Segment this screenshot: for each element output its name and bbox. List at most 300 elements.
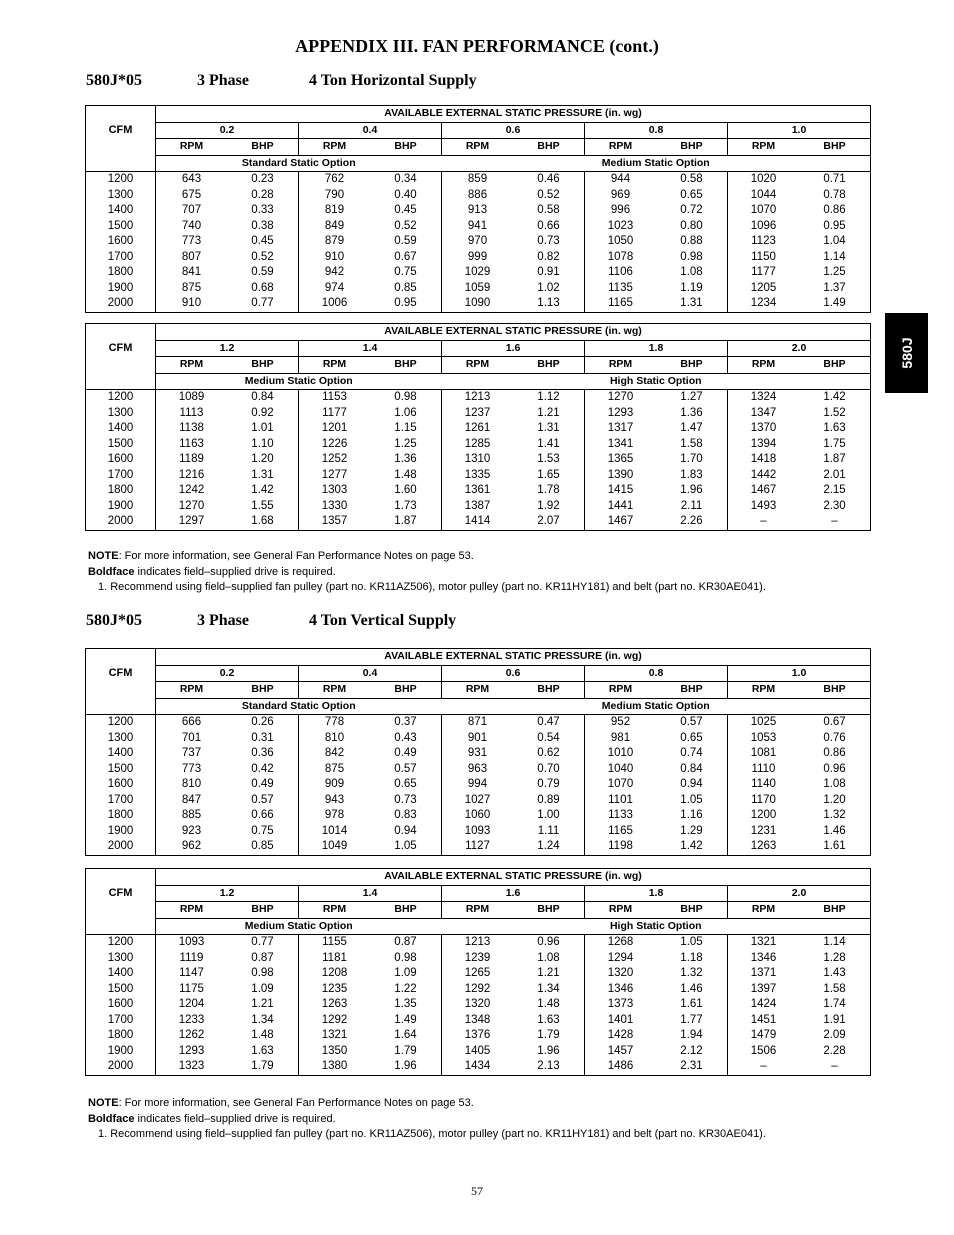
bhp-value: 0.86 bbox=[823, 747, 846, 760]
bhp-value: 0.31 bbox=[251, 731, 274, 744]
bhp-value: 1.37 bbox=[823, 281, 846, 294]
cfm-value: 1200 bbox=[86, 390, 156, 406]
rpm-value: 1441 bbox=[585, 499, 657, 515]
bhp-value: 1.21 bbox=[537, 967, 560, 980]
table-row bbox=[86, 824, 871, 840]
bhp-value: 1.32 bbox=[823, 809, 846, 822]
rpm-value: 996 bbox=[585, 203, 657, 219]
rpm-value: 773 bbox=[181, 762, 202, 775]
bhp-value: 0.73 bbox=[394, 793, 417, 806]
rpm-value: 773 bbox=[181, 235, 202, 248]
rpm-value: 963 bbox=[442, 762, 514, 778]
rpm-value: 1428 bbox=[585, 1028, 657, 1044]
rpm-value: 1365 bbox=[585, 452, 657, 468]
rpm-value: 1370 bbox=[728, 421, 800, 437]
bhp-value: 0.86 bbox=[823, 204, 846, 217]
cfm-value: 1600 bbox=[86, 234, 156, 250]
bhp-header: BHP bbox=[513, 357, 585, 374]
bhp-value: 1.46 bbox=[823, 824, 846, 837]
rpm-value: 1292 bbox=[442, 982, 514, 998]
table-row bbox=[86, 762, 871, 778]
rpm-value: 1346 bbox=[728, 951, 800, 967]
bhp-value: 1.42 bbox=[799, 390, 871, 406]
bhp-value: 0.73 bbox=[537, 235, 560, 248]
rpm-value: 879 bbox=[299, 234, 371, 250]
rpm-value: 1467 bbox=[585, 514, 657, 530]
rpm-value: 1303 bbox=[299, 483, 371, 499]
cfm-value: 1900 bbox=[86, 499, 156, 515]
rpm-value: 1310 bbox=[442, 452, 514, 468]
pressure-value: 1.4 bbox=[299, 340, 442, 357]
cfm-value: 1900 bbox=[86, 1044, 156, 1060]
static-option-label: Medium Static Option bbox=[601, 156, 710, 169]
rpm-value: 1155 bbox=[299, 935, 371, 951]
rpm-value: 952 bbox=[585, 715, 657, 731]
rpm-header: RPM bbox=[442, 902, 514, 919]
rpm-header: RPM bbox=[156, 357, 228, 374]
rpm-value: 737 bbox=[181, 747, 202, 760]
bhp-value: 0.65 bbox=[394, 778, 417, 791]
bhp-value: 1.00 bbox=[537, 809, 560, 822]
rpm-value: 1205 bbox=[728, 281, 800, 297]
notes-vertical bbox=[88, 1096, 766, 1143]
bhp-value: 1.29 bbox=[680, 824, 703, 837]
model-label: 580J*05 bbox=[86, 612, 142, 629]
bhp-value: 1.32 bbox=[680, 967, 703, 980]
bhp-value: 1.46 bbox=[680, 982, 703, 995]
bhp-value: 2.01 bbox=[823, 468, 846, 481]
bhp-value: 1.60 bbox=[394, 484, 417, 497]
rpm-value: 1096 bbox=[728, 219, 800, 235]
table-row bbox=[86, 281, 871, 297]
option-spacer bbox=[86, 155, 156, 172]
rpm-value: 1415 bbox=[585, 483, 657, 499]
table-row bbox=[86, 452, 871, 468]
table-row bbox=[86, 265, 871, 281]
bhp-value: 1.19 bbox=[680, 281, 703, 294]
rpm-value: 1317 bbox=[585, 421, 657, 437]
rpm-value: 1093 bbox=[442, 824, 514, 840]
bhp-value: 0.98 bbox=[680, 250, 703, 263]
rpm-value: 886 bbox=[442, 188, 514, 204]
table-row bbox=[86, 715, 871, 731]
bhp-value: 1.09 bbox=[251, 982, 274, 995]
rpm-value: 1401 bbox=[585, 1013, 657, 1029]
bhp-header: BHP bbox=[799, 902, 871, 919]
bhp-value: 1.79 bbox=[537, 1029, 560, 1042]
bhp-value: 0.68 bbox=[251, 281, 274, 294]
rpm-value: 1070 bbox=[585, 777, 657, 793]
rpm-value: 807 bbox=[181, 250, 202, 263]
bhp-value: 1.83 bbox=[680, 468, 703, 481]
rpm-value: 1293 bbox=[585, 406, 657, 422]
footnote: 1. Recommend using field–supplied fan pulley (part no. KR11AZ506), motor pulley (part no. KR11HY181) and belt (part no. KR30AE041). bbox=[98, 1128, 766, 1140]
rpm-value: 1341 bbox=[585, 437, 657, 453]
bhp-value: 1.25 bbox=[823, 266, 846, 279]
bhp-value: 0.67 bbox=[799, 715, 871, 731]
static-option-label: High Static Option bbox=[609, 374, 702, 387]
bhp-value: 1.20 bbox=[251, 453, 274, 466]
rpm-value: 1262 bbox=[178, 1029, 205, 1042]
rpm-value: 1200 bbox=[728, 808, 800, 824]
option-spacer bbox=[86, 373, 156, 390]
bhp-value: 2.11 bbox=[680, 499, 703, 512]
option-spacer bbox=[86, 918, 156, 935]
table-row bbox=[86, 250, 871, 266]
boldface-text: indicates field–supplied drive is required. bbox=[134, 1112, 336, 1125]
bhp-value: 1.96 bbox=[537, 1044, 560, 1057]
rpm-value: 1361 bbox=[442, 483, 514, 499]
bhp-value: 0.98 bbox=[370, 390, 442, 406]
rpm-value: 778 bbox=[299, 715, 371, 731]
table-row bbox=[86, 1028, 871, 1044]
bhp-value: 1.08 bbox=[680, 266, 703, 279]
bhp-value: 1.94 bbox=[680, 1029, 703, 1042]
bhp-value: 0.77 bbox=[251, 297, 274, 310]
bhp-value: – bbox=[831, 1060, 838, 1073]
note-text: : For more information, see General Fan Performance Notes on page 53. bbox=[118, 1097, 474, 1109]
bhp-value: 0.45 bbox=[394, 204, 417, 217]
bhp-value: 0.26 bbox=[227, 715, 299, 731]
bhp-header: BHP bbox=[656, 902, 728, 919]
supply-label: 4 Ton Horizontal Supply bbox=[309, 72, 477, 89]
cfm-value: 1400 bbox=[86, 746, 156, 762]
bhp-value: 0.75 bbox=[394, 266, 417, 279]
pressure-header: AVAILABLE EXTERNAL STATIC PRESSURE (in. wg) bbox=[156, 869, 871, 886]
rpm-value: 910 bbox=[181, 297, 202, 310]
bhp-value: 0.40 bbox=[394, 188, 417, 201]
rpm-header: RPM bbox=[585, 139, 657, 156]
phase-label: 3 Phase bbox=[197, 72, 249, 89]
bhp-value: 0.43 bbox=[394, 731, 417, 744]
rpm-value: 1467 bbox=[728, 483, 800, 499]
rpm-value: 1138 bbox=[179, 422, 204, 435]
rpm-header: RPM bbox=[299, 357, 371, 374]
bhp-value: 0.47 bbox=[513, 715, 585, 731]
cfm-value: 1500 bbox=[86, 762, 156, 778]
bhp-value: 0.65 bbox=[680, 731, 703, 744]
rpm-value: 849 bbox=[299, 219, 371, 235]
bhp-value: 1.47 bbox=[680, 422, 703, 435]
bhp-value: 0.84 bbox=[227, 390, 299, 406]
bhp-value: 1.05 bbox=[680, 793, 703, 806]
rpm-value: 1265 bbox=[442, 966, 514, 982]
rpm-value: 1127 bbox=[442, 839, 514, 855]
table-row bbox=[86, 172, 871, 188]
bhp-value: 0.85 bbox=[394, 281, 417, 294]
rpm-value: 1029 bbox=[442, 265, 514, 281]
pressure-value: 0.2 bbox=[156, 122, 299, 139]
bhp-value: 0.96 bbox=[513, 935, 585, 951]
rpm-value: 1405 bbox=[442, 1044, 514, 1060]
bhp-value: 1.09 bbox=[394, 967, 417, 980]
rpm-value: 1147 bbox=[179, 967, 204, 980]
rpm-value: 1050 bbox=[585, 234, 657, 250]
rpm-value: 1390 bbox=[585, 468, 657, 484]
pressure-value: 1.4 bbox=[299, 885, 442, 902]
rpm-header: RPM bbox=[299, 139, 371, 156]
bhp-value: 1.63 bbox=[823, 422, 846, 435]
bhp-value: 0.49 bbox=[394, 747, 417, 760]
rpm-value: 842 bbox=[299, 746, 371, 762]
bhp-value: 0.95 bbox=[823, 219, 846, 232]
rpm-value: 909 bbox=[299, 777, 371, 793]
bhp-header: BHP bbox=[370, 682, 442, 699]
bhp-value: 1.04 bbox=[823, 235, 846, 248]
rpm-value: – bbox=[728, 1059, 800, 1075]
static-option-label: Medium Static Option bbox=[601, 699, 710, 712]
rpm-value: 1348 bbox=[442, 1013, 514, 1029]
bhp-value: 1.14 bbox=[799, 935, 871, 951]
bhp-header: BHP bbox=[370, 139, 442, 156]
bhp-value: 0.38 bbox=[251, 219, 274, 232]
pressure-value: 1.8 bbox=[585, 885, 728, 902]
rpm-value: 701 bbox=[181, 731, 202, 744]
rpm-value: 910 bbox=[299, 250, 371, 266]
cfm-value: 1500 bbox=[86, 219, 156, 235]
rpm-value: 819 bbox=[299, 203, 371, 219]
bhp-value: 2.15 bbox=[823, 484, 846, 497]
rpm-value: 1181 bbox=[299, 951, 371, 967]
bhp-header: BHP bbox=[656, 357, 728, 374]
notes-horizontal bbox=[88, 549, 766, 596]
table-row bbox=[86, 1059, 871, 1075]
bhp-value: 1.92 bbox=[537, 499, 560, 512]
bhp-value: 1.34 bbox=[537, 982, 560, 995]
bhp-value: 0.33 bbox=[251, 204, 274, 217]
bhp-value: 1.24 bbox=[537, 840, 560, 853]
rpm-value: 1113 bbox=[179, 406, 204, 419]
bhp-value: 2.28 bbox=[823, 1044, 846, 1057]
bhp-value: 1.42 bbox=[680, 840, 703, 853]
rpm-value: 1321 bbox=[299, 1028, 371, 1044]
bhp-value: 1.16 bbox=[680, 809, 703, 822]
boldface-label: Boldface bbox=[88, 1112, 135, 1125]
cfm-value: 1600 bbox=[86, 997, 156, 1013]
rpm-header: RPM bbox=[585, 682, 657, 699]
rpm-header: RPM bbox=[156, 682, 228, 699]
bhp-value: 1.48 bbox=[394, 468, 417, 481]
bhp-value: 0.67 bbox=[394, 250, 417, 263]
bhp-value: 0.79 bbox=[537, 778, 560, 791]
rpm-value: 1442 bbox=[728, 468, 800, 484]
bhp-value: 1.52 bbox=[823, 406, 846, 419]
bhp-value: 0.96 bbox=[823, 762, 846, 775]
bhp-value: 0.58 bbox=[537, 204, 560, 217]
bhp-value: 0.83 bbox=[394, 809, 417, 822]
rpm-value: 1323 bbox=[178, 1060, 205, 1073]
rpm-value: 1133 bbox=[585, 808, 657, 824]
rpm-value: 1387 bbox=[442, 499, 514, 515]
cfm-value: 1400 bbox=[86, 421, 156, 437]
cfm-value: 1700 bbox=[86, 1013, 156, 1029]
pressure-value: 0.2 bbox=[156, 665, 299, 682]
table-row bbox=[86, 793, 871, 809]
rpm-value: 1089 bbox=[156, 390, 228, 406]
rpm-header: RPM bbox=[442, 682, 514, 699]
rpm-value: 1020 bbox=[728, 172, 800, 188]
pressure-value: 2.0 bbox=[728, 340, 871, 357]
rpm-value: 1027 bbox=[442, 793, 514, 809]
cfm-value: 2000 bbox=[86, 514, 156, 530]
rpm-value: 1198 bbox=[585, 839, 657, 855]
rpm-value: 1153 bbox=[299, 390, 371, 406]
page-number: 57 bbox=[471, 1184, 483, 1198]
bhp-value: 0.80 bbox=[680, 219, 703, 232]
rpm-value: 941 bbox=[442, 219, 514, 235]
side-tab-label: 580J bbox=[898, 337, 915, 369]
table-row bbox=[86, 234, 871, 250]
pressure-value: 1.0 bbox=[728, 122, 871, 139]
rpm-value: 1025 bbox=[728, 715, 800, 731]
rpm-value: 875 bbox=[299, 762, 371, 778]
bhp-value: 2.12 bbox=[680, 1044, 703, 1057]
table-row bbox=[86, 839, 871, 855]
rpm-value: 1506 bbox=[728, 1044, 800, 1060]
pressure-value: 1.2 bbox=[156, 340, 299, 357]
bhp-header: BHP bbox=[227, 682, 299, 699]
rpm-value: 859 bbox=[442, 172, 514, 188]
cfm-value: 1400 bbox=[86, 966, 156, 982]
pressure-header: AVAILABLE EXTERNAL STATIC PRESSURE (in. wg) bbox=[156, 106, 871, 123]
cfm-header: CFM bbox=[86, 324, 156, 374]
static-option-label: Medium Static Option bbox=[244, 374, 353, 387]
rpm-value: 1324 bbox=[728, 390, 800, 406]
rpm-value: 740 bbox=[181, 219, 202, 232]
bhp-value: 0.72 bbox=[680, 204, 703, 217]
cfm-value: 1300 bbox=[86, 731, 156, 747]
rpm-value: 1150 bbox=[728, 250, 800, 266]
table-row bbox=[86, 483, 871, 499]
cfm-value: 1200 bbox=[86, 935, 156, 951]
table-row bbox=[86, 1013, 871, 1029]
cfm-value: 1800 bbox=[86, 808, 156, 824]
pressure-value: 2.0 bbox=[728, 885, 871, 902]
bhp-value: 0.98 bbox=[394, 951, 417, 964]
table-row bbox=[86, 808, 871, 824]
cfm-value: 1600 bbox=[86, 452, 156, 468]
table-row bbox=[86, 406, 871, 422]
bhp-value: 1.55 bbox=[251, 499, 274, 512]
bhp-value: 1.18 bbox=[680, 951, 703, 964]
rpm-value: 1049 bbox=[299, 839, 371, 855]
rpm-value: 1233 bbox=[178, 1013, 205, 1026]
bhp-value: 2.13 bbox=[537, 1060, 560, 1073]
rpm-value: 1451 bbox=[728, 1013, 800, 1029]
cfm-value: 1900 bbox=[86, 281, 156, 297]
bhp-value: 1.96 bbox=[394, 1060, 417, 1073]
bhp-header: BHP bbox=[513, 902, 585, 919]
bhp-value: 1.58 bbox=[680, 437, 703, 450]
rpm-value: 1234 bbox=[728, 296, 800, 312]
cfm-header: CFM bbox=[86, 649, 156, 699]
rpm-value: 1321 bbox=[728, 935, 800, 951]
table-row bbox=[86, 746, 871, 762]
bhp-value: 0.52 bbox=[251, 250, 274, 263]
rpm-value: 1235 bbox=[299, 982, 371, 998]
bhp-value: 1.70 bbox=[680, 453, 703, 466]
rpm-value: 675 bbox=[181, 188, 202, 201]
bhp-value: 1.35 bbox=[394, 998, 417, 1011]
bhp-header: BHP bbox=[370, 357, 442, 374]
pressure-value: 1.6 bbox=[442, 885, 585, 902]
rpm-value: 790 bbox=[299, 188, 371, 204]
note-label: NOTE bbox=[88, 1097, 119, 1109]
bhp-value: 1.74 bbox=[823, 998, 846, 1011]
bhp-header: BHP bbox=[513, 139, 585, 156]
rpm-value: 1175 bbox=[179, 982, 204, 995]
bhp-value: 0.58 bbox=[656, 172, 728, 188]
rpm-value: 931 bbox=[442, 746, 514, 762]
rpm-header: RPM bbox=[442, 357, 514, 374]
rpm-value: 1101 bbox=[585, 793, 657, 809]
rpm-value: 1434 bbox=[442, 1059, 514, 1075]
table-row bbox=[86, 203, 871, 219]
bhp-value: 0.74 bbox=[680, 747, 703, 760]
rpm-value: 1023 bbox=[585, 219, 657, 235]
pressure-header: AVAILABLE EXTERNAL STATIC PRESSURE (in. wg) bbox=[156, 324, 871, 341]
rpm-value: 1231 bbox=[728, 824, 800, 840]
bhp-value: 0.42 bbox=[251, 762, 274, 775]
bhp-value: 0.65 bbox=[680, 188, 703, 201]
cfm-value: 1200 bbox=[86, 715, 156, 731]
bhp-value: 2.30 bbox=[823, 499, 846, 512]
footnote: 1. Recommend using field–supplied fan pulley (part no. KR11AZ506), motor pulley (part no. KR11HY181) and belt (part no. KR30AE041). bbox=[98, 581, 766, 593]
bhp-value: 1.79 bbox=[394, 1044, 417, 1057]
pressure-value: 0.6 bbox=[442, 122, 585, 139]
rpm-value: 1270 bbox=[585, 390, 657, 406]
rpm-header: RPM bbox=[585, 902, 657, 919]
section-side-tab bbox=[885, 313, 928, 393]
bhp-value: 0.77 bbox=[227, 935, 299, 951]
cfm-value: 1600 bbox=[86, 777, 156, 793]
rpm-value: 1285 bbox=[442, 437, 514, 453]
rpm-value: 1135 bbox=[585, 281, 657, 297]
rpm-value: 1397 bbox=[728, 982, 800, 998]
rpm-value: 1294 bbox=[585, 951, 657, 967]
bhp-value: 1.79 bbox=[251, 1060, 274, 1073]
bhp-value: 1.68 bbox=[251, 515, 274, 528]
cfm-value: 1700 bbox=[86, 250, 156, 266]
rpm-value: 707 bbox=[181, 204, 202, 217]
rpm-value: 1263 bbox=[728, 839, 800, 855]
rpm-value: 1014 bbox=[299, 824, 371, 840]
table-row bbox=[86, 437, 871, 453]
bhp-value: 0.87 bbox=[370, 935, 442, 951]
rpm-value: 885 bbox=[181, 809, 202, 822]
pressure-value: 0.4 bbox=[299, 122, 442, 139]
rpm-value: 1263 bbox=[299, 997, 371, 1013]
bhp-value: 0.45 bbox=[251, 235, 274, 248]
bhp-value: 1.05 bbox=[394, 840, 417, 853]
rpm-value: 1457 bbox=[585, 1044, 657, 1060]
rpm-value: 1093 bbox=[156, 935, 228, 951]
bhp-value: 1.65 bbox=[537, 468, 560, 481]
table-row bbox=[86, 219, 871, 235]
rpm-value: 1059 bbox=[442, 281, 514, 297]
option-spacer bbox=[86, 698, 156, 715]
rpm-value: – bbox=[728, 514, 800, 530]
bhp-value: 0.82 bbox=[537, 250, 560, 263]
rpm-header: RPM bbox=[728, 682, 800, 699]
bhp-value: 1.63 bbox=[251, 1044, 274, 1057]
rpm-value: 1242 bbox=[178, 484, 205, 497]
bhp-value: – bbox=[831, 515, 838, 528]
cfm-value: 1700 bbox=[86, 468, 156, 484]
rpm-value: 1170 bbox=[728, 793, 800, 809]
rpm-value: 1297 bbox=[178, 515, 205, 528]
bhp-value: 1.64 bbox=[394, 1029, 417, 1042]
